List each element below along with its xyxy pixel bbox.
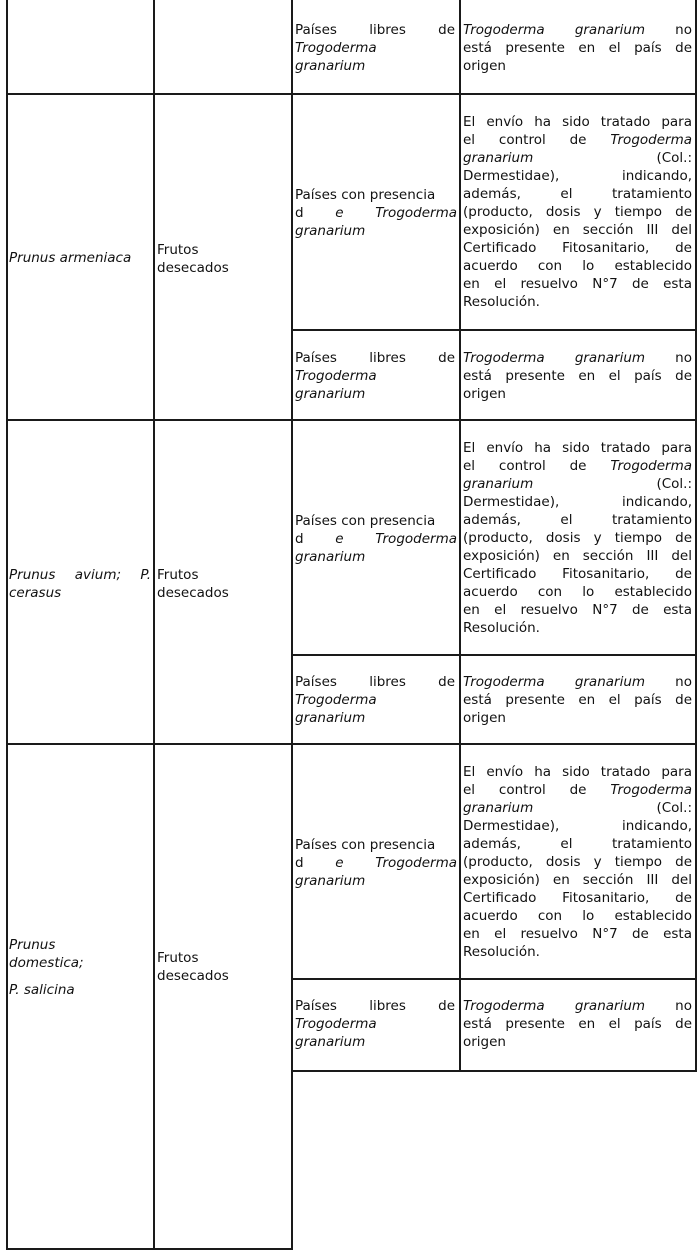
condition-free-cell: Países libres de Trogoderma granarium xyxy=(295,998,455,1050)
grid-line xyxy=(6,743,696,745)
condition-presence-cell: Países con presencia d e Trogoderma granarium xyxy=(295,513,457,565)
requirement-presence-cell: El envío ha sido tratado para el control de Trogoderma granarium (Col.: Dermestidae), indicando, además, el tratamiento (producto, dosis y tiempo de exposición) en sección III del Certificado Fitosanitario, de acuerdo con lo establecido en el resuelvo N°7 de esta Resolución. xyxy=(463,440,692,636)
product-cell: Frutos desecados xyxy=(157,242,229,276)
species-cell: Prunus armeniaca xyxy=(9,250,132,266)
requirement-free-cell: Trogoderma granarium no está presente en el país de origen xyxy=(463,998,692,1050)
grid-line xyxy=(291,654,696,656)
grid-line xyxy=(695,0,697,1072)
requirement-free-cell: Trogoderma granarium no está presente en el país de origen xyxy=(463,674,692,726)
requirement-presence-cell: El envío ha sido tratado para el control de Trogoderma granarium (Col.: Dermestidae), indicando, además, el tratamiento (producto, dosis y tiempo de exposición) en sección III del Certificado Fitosanitario, de acuerdo con lo establecido en el resuelvo N°7 de esta Resolución. xyxy=(463,114,692,310)
species-cell: Prunus avium; P. cerasus xyxy=(9,567,151,601)
species-cell: Prunus domestica; P. salicina xyxy=(9,937,84,998)
grid-line xyxy=(6,1248,293,1250)
condition-free-cell: Países libres de Trogoderma granarium xyxy=(295,22,455,74)
grid-line xyxy=(6,0,8,1250)
grid-line xyxy=(291,0,293,1250)
condition-presence-cell: Países con presencia d e Trogoderma granarium xyxy=(295,187,457,239)
grid-line xyxy=(291,329,696,331)
grid-line xyxy=(291,1070,696,1072)
grid-line xyxy=(6,93,696,95)
condition-free-cell: Países libres de Trogoderma granarium xyxy=(295,350,455,402)
requirement-free-cell: Trogoderma granarium no está presente en el país de origen xyxy=(463,22,692,74)
product-cell: Frutos desecados xyxy=(157,950,229,984)
grid-line xyxy=(153,0,155,1250)
requirement-free-cell: Trogoderma granarium no está presente en el país de origen xyxy=(463,350,692,402)
requirement-presence-cell: El envío ha sido tratado para el control de Trogoderma granarium (Col.: Dermestidae), indicando, además, el tratamiento (producto, dosis y tiempo de exposición) en sección III del Certificado Fitosanitario, de acuerdo con lo establecido en el resuelvo N°7 de esta Resolución. xyxy=(463,764,692,960)
grid-line xyxy=(459,0,461,1072)
condition-free-cell: Países libres de Trogoderma granarium xyxy=(295,674,455,726)
grid-line xyxy=(291,978,696,980)
product-cell: Frutos desecados xyxy=(157,567,229,601)
condition-presence-cell: Países con presencia d e Trogoderma granarium xyxy=(295,837,457,889)
grid-line xyxy=(6,419,696,421)
